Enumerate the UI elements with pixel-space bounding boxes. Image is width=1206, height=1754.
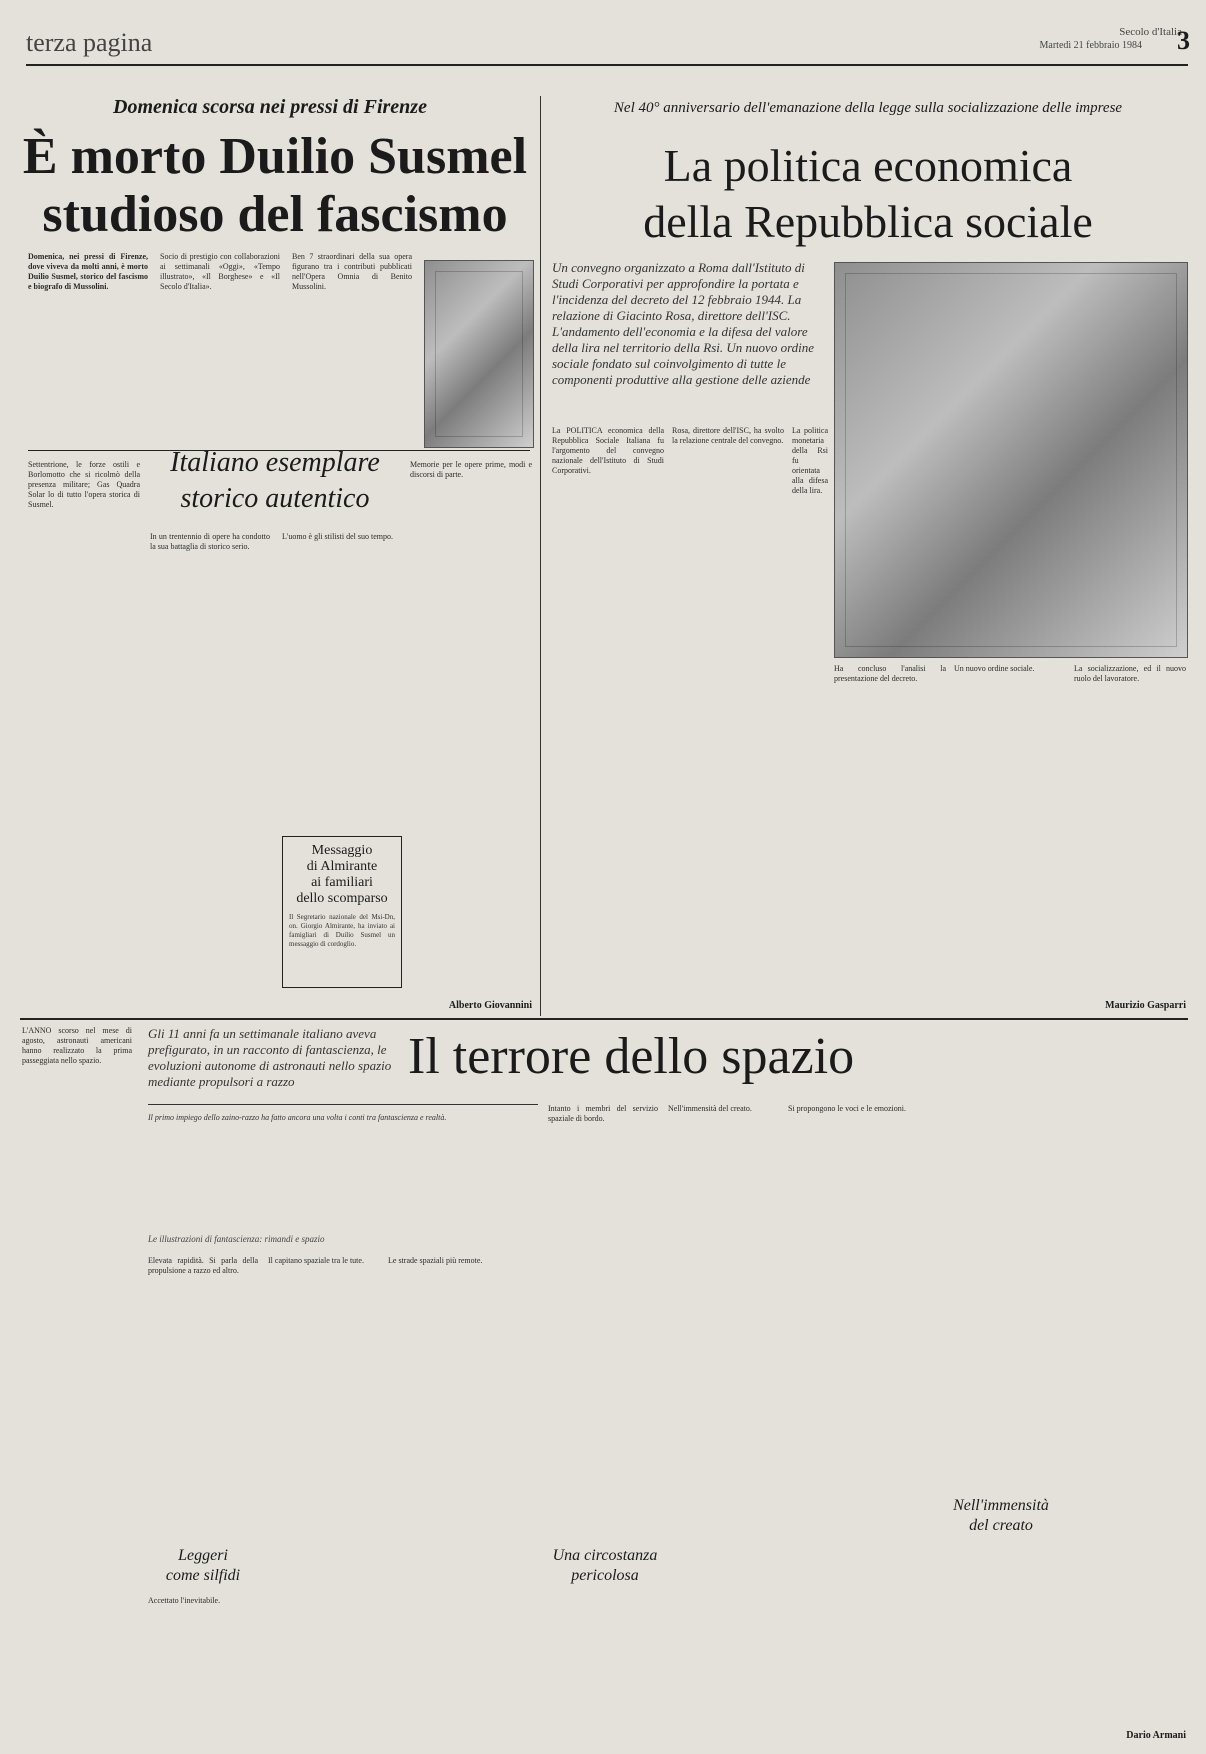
left-body-col4: Memorie per le opere prime, modi e discorsi di parte.	[410, 460, 532, 479]
bottom-col6: Nell'immensità del creato.	[668, 1104, 752, 1113]
right-col4: Ha concluso l'analisi la presentazione del decreto.	[834, 664, 946, 683]
bottom-col2b: Accettato l'inevitabile.	[148, 1596, 221, 1605]
box-title-2: di Almirante	[306, 859, 378, 874]
bottom-subhead1-2: come silfidi	[165, 1567, 241, 1584]
bottom-col2: Elevata rapidità. Si parla della propulsione a razzo ed altro.	[148, 1256, 258, 1275]
bottom-col1: L'ANNO scorso nel mese di agosto, astronauti americani hanno realizzato la prima passeggiata nello spazio.	[22, 1026, 132, 1065]
right-headline-2: della Repubblica sociale	[643, 196, 1093, 247]
bottom-col5: Intanto i membri del servizio spaziale di bordo.	[548, 1104, 658, 1123]
bottom-col4: Le strade spaziali più remote.	[388, 1256, 483, 1265]
right-col2: Rosa, direttore dell'ISC, ha svolto la relazione centrale del convegno.	[672, 426, 784, 445]
bottom-col9	[1060, 1026, 1186, 1726]
right-col5: Un nuovo ordine sociale.	[954, 664, 1035, 673]
section-label: terza pagina	[26, 28, 153, 57]
bottom-col7: Si propongono le voci e le emozioni.	[788, 1104, 906, 1113]
bottom-subhead1-1: Leggeri	[178, 1547, 228, 1564]
left-body-col3: L'uomo è gli stilisti del suo tempo.	[282, 532, 393, 541]
bottom-caption: Le illustrazioni di fantascienza: rimandi e spazio	[148, 1234, 325, 1244]
bottom-col3: Il capitano spaziale tra le tute.	[268, 1256, 364, 1265]
almirante-message-box	[282, 836, 402, 988]
box-title-3: ai familiari	[311, 875, 373, 890]
right-headline-1: La politica economica	[663, 140, 1073, 191]
susmel-portrait-photo	[424, 260, 534, 448]
page-date: Martedì 21 febbraio 1984	[1039, 40, 1142, 51]
bottom-subhead3-2: del creato	[969, 1517, 1033, 1534]
bottom-article-rule	[20, 1018, 1188, 1020]
bottom-author: Dario Armani	[1126, 1730, 1186, 1741]
bottom-deck: Gli 11 anni fa un settimanale italiano aveva prefigurato, in un racconto di fantascienza, le evoluzioni autonome di astronauti nello spazio mediante propulsori a razzo	[148, 1026, 392, 1089]
bottom-subhead3-1: Nell'immensità	[953, 1497, 1049, 1514]
left-author: Alberto Giovannini	[448, 1000, 532, 1011]
factory-photo	[834, 262, 1188, 658]
right-kicker: Nel 40° anniversario dell'emanazione della legge sulla socializzazione delle imprese	[613, 100, 1123, 116]
left-lead-col3: Ben 7 straordinari della sua opera figurano tra i contributi pubblicati nell'Opera Omnia di Benito Mussolini.	[292, 252, 412, 291]
bottom-headline: Il terrore dello spazio	[408, 1028, 855, 1085]
left-lead-col2: Socio di prestigio con collaborazioni ai settimanali «Oggi», «Tempo illustrato», «Il Borghese» e «Il Secolo d'Italia».	[160, 252, 280, 291]
bottom-col8	[940, 1026, 1050, 1496]
left-subhead-2: storico autentico	[180, 483, 370, 514]
paper-name: Secolo d'Italia	[1119, 26, 1182, 38]
bottom-subhead2-2: pericolosa	[571, 1567, 639, 1584]
right-col1: La POLITICA economica della Repubblica Sociale Italiana fu l'argomento del convegno nazionale dell'Istituto di Studi Corporativi.	[552, 426, 664, 475]
masthead-rule	[26, 64, 1188, 66]
right-author: Maurizio Gasparri	[1105, 1000, 1186, 1011]
right-deck: Un convegno organizzato a Roma dall'Istituto di Studi Corporativi per approfondire la portata e l'incidenza del decreto del 12 febbraio 1944. La relazione di Giacinto Rosa, direttore dell'ISC. L'andamento dell'economia e la difesa del valore della lira nel territorio della Rsi. Un nuovo ordine sociale fondato sul coinvolgimento di tutte le componenti produttive alla gestione delle aziende	[552, 260, 815, 387]
column-divider	[540, 96, 541, 1016]
left-lead-col1: Domenica, nei pressi di Firenze, dove viveva da molti anni, è morto Duilio Susmel, storico del fascismo e biografo di Mussolini.	[28, 252, 148, 291]
right-col3: La politica monetaria della Rsi fu orientata alla difesa della lira.	[792, 426, 828, 495]
left-headline-2: studioso del fascismo	[42, 186, 508, 243]
bottom-intro: Il primo impiego dello zaino-razzo ha fatto ancora una volta i conti tra fantascienza e realtà.	[148, 1104, 538, 1233]
box-title-1: Messaggio	[311, 843, 373, 858]
left-headline-1: È morto Duilio Susmel	[22, 128, 528, 185]
left-body-col1: Settentrione, le forze ostili e Borlomotto che si ricolmò della presenza militare; Gas Quadra Solar lo di tutto l'opera storica di Susmel.	[28, 460, 140, 509]
box-title-4: dello scomparso	[296, 891, 388, 906]
left-subhead-1: Italiano esemplare	[170, 447, 380, 478]
page-number: 3	[1177, 26, 1190, 55]
left-body-col2: In un trentennio di opere ha condotto la sua battaglia di storico serio.	[150, 532, 270, 551]
box-text: Il Segretario nazionale del Msi-Dn, on. Giorgio Almirante, ha inviato ai famigliari di Duilio Susmel un messaggio di cordoglio.	[289, 913, 395, 948]
right-col6: La socializzazione, ed il nuovo ruolo del lavoratore.	[1074, 664, 1186, 683]
bottom-subhead2-1: Una circostanza	[552, 1547, 658, 1564]
left-kicker: Domenica scorsa nei pressi di Firenze	[113, 96, 427, 118]
